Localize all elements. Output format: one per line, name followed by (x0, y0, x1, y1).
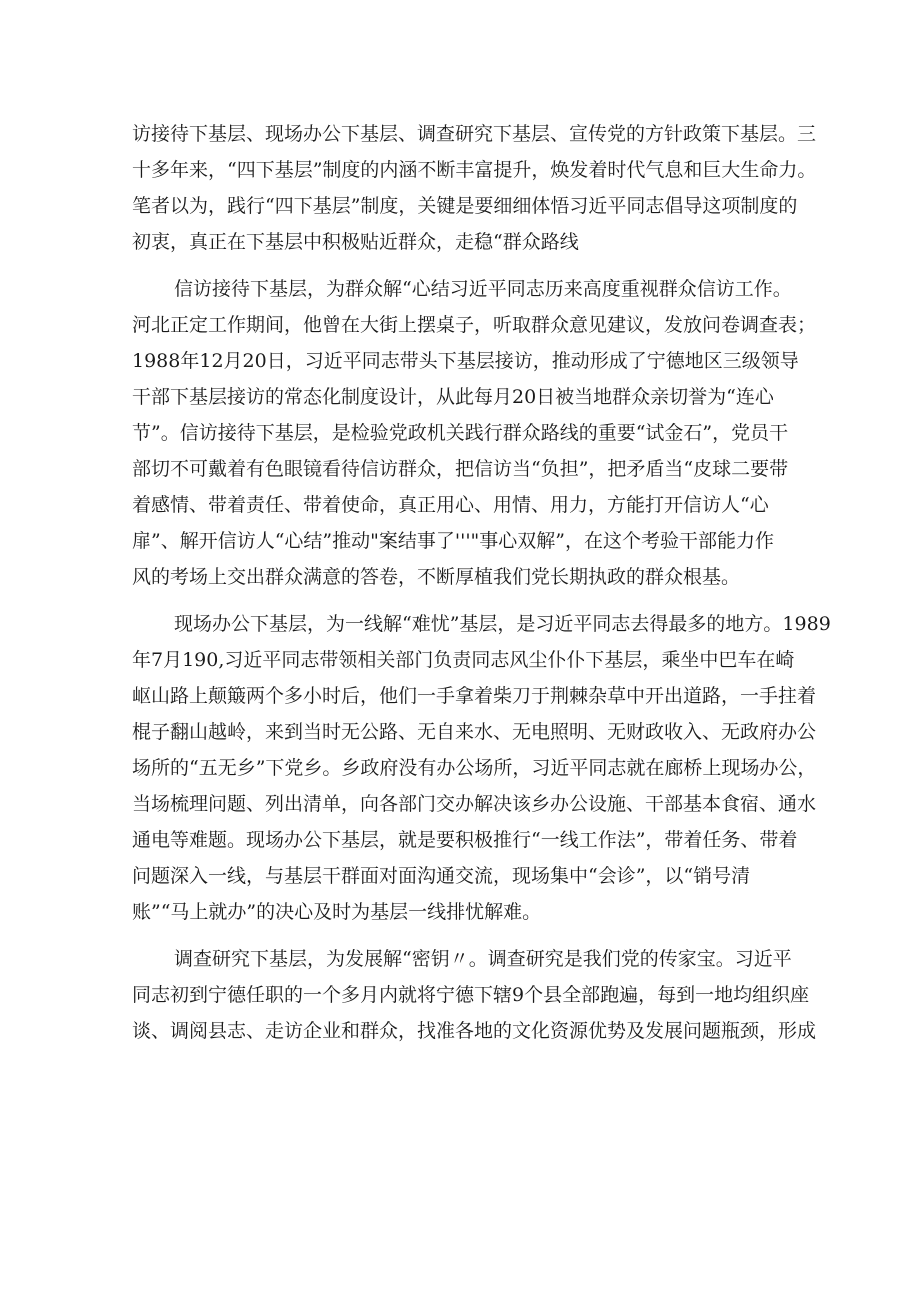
text-line: 节”。信访接待下基层，是检验党政机关践行群众路线的重要“试金石”，党员干 (132, 422, 789, 444)
text-line: 笔者以为，践行“四下基层”制度，关键是要细细体悟习近平同志倡导这项制度的 (132, 195, 798, 217)
text-line: 风的考场上交出群众满意的答卷，不断厚植我们党长期执政的群众根基。 (132, 566, 741, 588)
text-line: 同志初到宁德任职的一个多月内就将宁德下辖9个县全部跑遍，每到一地均组织座 (132, 984, 810, 1006)
paragraph-1 (132, 116, 817, 260)
text-line: 当场梳理问题、列出清单，向各部门交办解决该乡办公设施、干部基本食宿、通水 (132, 793, 817, 815)
text-line: 干部下基层接访的常态化制度设计，从此每月20日被当地群众亲切誉为“连心 (132, 386, 774, 408)
document-body (132, 116, 831, 1060)
text-line: 扉”、解开信访人“心结”推动"案结事了'''"事心双解”，在这个考验干部能力作 (132, 530, 775, 552)
text-line: 1988年12月20日，习近平同志带头下基层接访，推动形成了宁德地区三级领导 (132, 350, 799, 372)
text-line: 十多年来，“四下基层”制度的内涵不断丰富提升，焕发着时代气息和巨大生命力。 (132, 159, 817, 181)
paragraph-2 (132, 271, 817, 595)
text-line: 访接待下基层、现场办公下基层、调查研究下基层、宣传党的方针政策下基层。三 (132, 123, 817, 145)
text-line: 部切不可戴着有色眼镜看待信访群众，把信访当“负担”，把矛盾当“皮球二要带 (132, 458, 789, 480)
text-line: 账”“马上就办”的决心及时为基层一线排忧解难。 (132, 901, 542, 923)
paragraph-4 (132, 941, 817, 1049)
text-line: 通电等难题。现场办公下基层，就是要积极推行“一线工作法”，带着任务、带着 (132, 829, 798, 851)
text-line: 信访接待下基层，为群众解“心结习近平同志历来高度重视群众信访工作。 (174, 278, 792, 300)
text-line: 年7月190,习近平同志带领相关部门负责同志风尘仆仆下基层，乘坐中巴车在崎 (132, 649, 795, 671)
text-line: 棍子翻山越岭，来到当时无公路、无自来水、无电照明、无财政收入、无政府办公 (132, 721, 817, 743)
text-line: 问题深入一线，与基层干群面对面沟通交流，现场集中“会诊”，以“销号清 (132, 865, 751, 887)
text-line: 岖山路上颠簸两个多小时后，他们一手拿着柴刀于荆棘杂草中开出道路，一手拄着 (132, 685, 817, 707)
text-line: 现场办公下基层，为一线解“难忧”基层，是习近平同志去得最多的地方。1989 (174, 613, 831, 635)
text-line: 初衷，真正在下基层中积极贴近群众，走稳“群众路线 (132, 231, 579, 253)
text-line: 谈、调阅县志、走访企业和群众，找准各地的文化资源优势及发展问题瓶颈，形成 (132, 1020, 817, 1042)
paragraph-3 (132, 606, 831, 930)
text-line: 着感情、带着责任、带着使命，真正用心、用情、用力，方能打开信访人“心 (132, 494, 769, 516)
text-line: 河北正定工作期间，他曾在大街上摆桌子，听取群众意见建议，发放问卷调查表； (132, 314, 817, 336)
text-line: 场所的“五无乡”下党乡。乡政府没有办公场所，习近平同志就在廊桥上现场办公， (132, 757, 817, 779)
text-line: 调查研究下基层，为发展解“密钥〃。调查研究是我们党的传家宝。习近平 (174, 948, 792, 970)
